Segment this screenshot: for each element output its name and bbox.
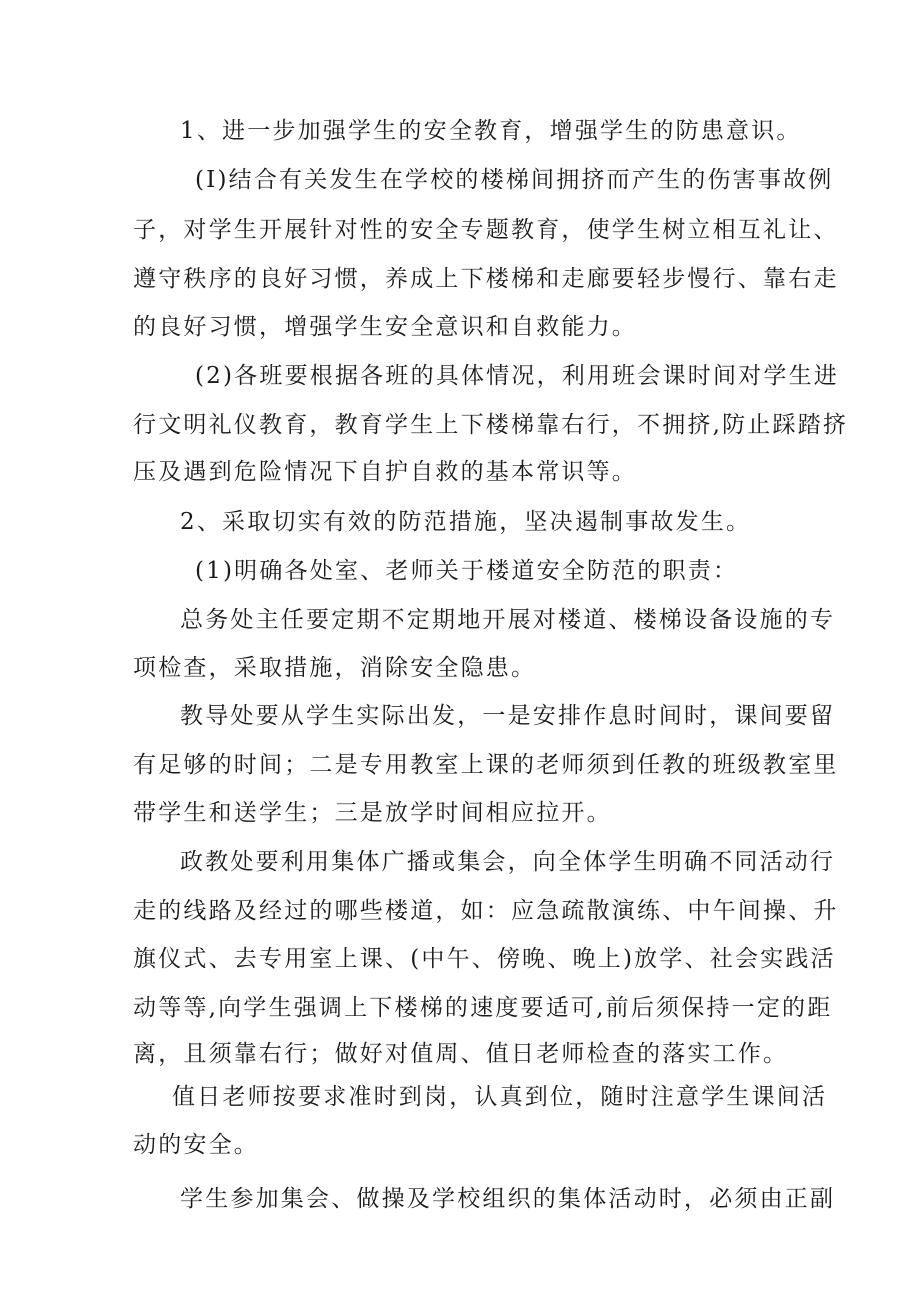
text-line: 总务处主任要定期不定期地开展对楼道、楼梯设备设施的专 bbox=[180, 607, 836, 633]
text-line: (2)各班要根据各班的具体情况，利用班会课时间对学生进 bbox=[195, 363, 839, 389]
text-line: (I)结合有关发生在学校的楼梯间拥挤而产生的伤害事故例 bbox=[195, 167, 834, 193]
text-line: 遵守秩序的良好习惯，养成上下楼梯和走廊要轻步慢行、靠右走 bbox=[133, 266, 839, 292]
text-line: 学生参加集会、做操及学校组织的集体活动时，必须由正副 bbox=[180, 1186, 836, 1212]
text-line: 有足够的时间；二是专用教室上课的老师须到任教的班级教室里 bbox=[133, 752, 839, 778]
text-line: 项检查，采取措施，消除安全隐患。 bbox=[133, 655, 537, 681]
text-line: 政教处要利用集体广播或集会，向全体学生明确不同活动行 bbox=[180, 849, 836, 875]
text-line: 教导处要从学生实际出发，一是安排作息时间时，课间要留 bbox=[180, 703, 836, 729]
text-line: 旗仪式、去专用室上课、(中午、傍晚、晚上)放学、社会实践活 bbox=[133, 946, 836, 972]
text-line: 走的线路及经过的哪些楼道，如：应急疏散演练、中午间操、升 bbox=[133, 898, 839, 924]
text-line: 动的安全。 bbox=[133, 1132, 259, 1158]
text-line: 1、进一步加强学生的安全教育，增强学生的防患意识。 bbox=[180, 118, 802, 144]
text-line: 带学生和送学生；三是放学时间相应拉开。 bbox=[133, 800, 612, 826]
text-line: 子，对学生开展针对性的安全专题教育，使学生树立相互礼让、 bbox=[133, 217, 839, 243]
text-line: 值日老师按要求准时到岗，认真到位，随时注意学生课间活 bbox=[172, 1084, 828, 1110]
text-line: 压及遇到危险情况下自护自救的基本常识等。 bbox=[133, 459, 637, 485]
text-line: 离，且须靠右行；做好对值周、值日老师检查的落实工作。 bbox=[133, 1041, 789, 1067]
text-line: 动等等,向学生强调上下楼梯的速度要适可,前后须保持一定的距 bbox=[133, 995, 833, 1021]
text-line: (1)明确各处室、老师关于楼道安全防范的职责： bbox=[195, 558, 739, 584]
text-line: 2、采取切实有效的防范措施，坚决遏制事故发生。 bbox=[180, 509, 752, 535]
text-line: 行文明礼仪教育，教育学生上下楼梯靠右行，不拥挤,防止踩踏挤 bbox=[133, 412, 849, 438]
text-line: 的良好习惯，增强学生安全意识和自救能力。 bbox=[133, 314, 637, 340]
